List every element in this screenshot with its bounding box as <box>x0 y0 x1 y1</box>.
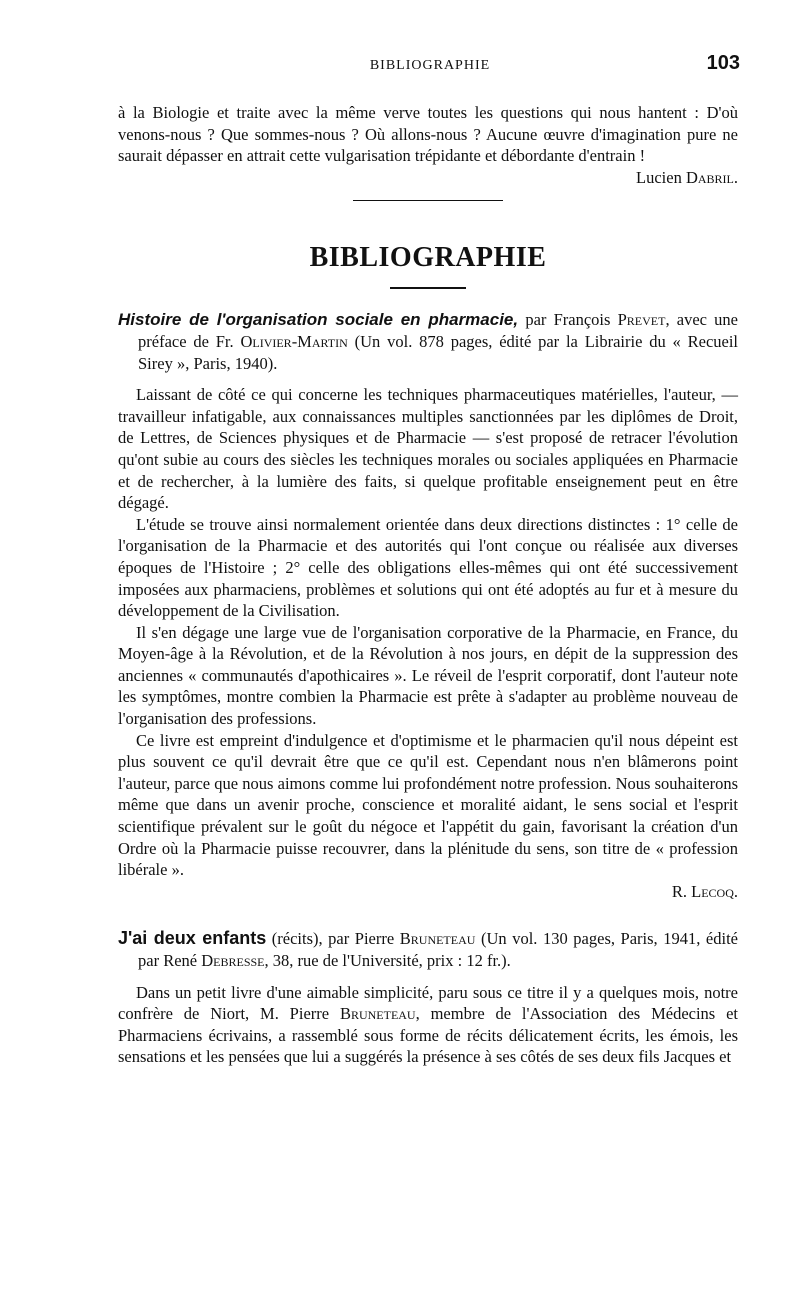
page-number: 103 <box>706 52 740 74</box>
review2-para-end: , membre de l'Association des Médecins et Pharmaciens écrivains, a rassemblé sous forme de récits délicatement écrits, les émois, les sensations et les pensées que lui a suggérés la présence à ses côtés de ses deux fils Jacques et <box>118 1004 738 1067</box>
review2-para-author: Bruneteau <box>339 1004 416 1024</box>
review2-intro: (récits), par Pierre <box>266 929 400 949</box>
section-title: BIBLIOGRAPHIE <box>309 242 547 274</box>
review2-heading <box>118 928 738 971</box>
page-header <box>120 52 740 82</box>
review1-paragraph-1: Laissant de côté ce qui concerne les techniques pharmaceutiques matérielles, l'auteur, — travailleur infatigable, aux connaissances multiples sanctionnées par les diplômes de Droit, de Lettres, de Sciences physiques et de Pharmacie — s'est proposé de retracer l'évolution qu'ont subie au cours des siècles les techniques morales ou sociales appliquées en Pharmacie et de rechercher, à la lumière des faits, si quelque profitable enseignement peut en être dégagé. <box>118 385 738 513</box>
review1-paragraph-2: L'étude se trouve ainsi normalement orientée dans deux directions distinctes : 1° celle de l'organisation de la Pharmacie et des autorités qui l'ont conçue ou réalisée aux diverses époques de l'Histoire ; 2° celle des obligations elles-mêmes qui ont été successivement imposées aux pharmaciens, problèmes et solutions qui ont été adoptés au fur et à mesure du développement de la Civilisation. <box>118 514 738 621</box>
review2-details-2: , 38, rue de l'Université, prix : 12 fr.). <box>264 951 511 970</box>
review1-paragraph-4: Ce livre est empreint d'indulgence et d'optimisme et le pharmacien qu'il nous dépeint est plus souvent ce qu'il devrait être que ce qu'il est. Cependant nous n'en blâmerons point l'auteur, parce que nous aimons comme lui profondément notre profession. Nous souhaiterons même que dans un avenir proche, conscience et moralité aidant, le sens social et l'esprit scientifique prévalent sur le goût du négoce et l'appétit du gain, favorisant la création d'un Ordre où la Pharmacie puisse recouvrer, dans la plénitude du sens, son titre de « profession libérale ». <box>118 730 738 880</box>
review1-signature <box>118 881 738 903</box>
running-title: BIBLIOGRAPHIE <box>369 58 491 73</box>
review1-signature-first: R. <box>671 881 687 901</box>
review2-details-1: (Un vol. 130 pages, Paris, 1941, édité par René <box>138 929 738 970</box>
review2-publisher: Debresse <box>201 951 265 970</box>
review2-book-title: J'ai deux enfants <box>118 928 267 949</box>
separator-rule <box>353 200 503 201</box>
title-underline-rule <box>390 287 466 289</box>
previous-review-signature <box>118 167 738 189</box>
review1-preface-author: Olivier-Martin <box>240 331 348 351</box>
previous-review-paragraph: à la Biologie et traite avec la même verve toutes les questions qui nous hantent : D'où venons-nous ? Que sommes-nous ? Où allons-nous ? Aucune œuvre d'imagination pure ne saurait dépasser en attrait cette vulgarisation trépidante et débordante d'entrain ! <box>118 103 738 166</box>
review1-signature-last: Lecoq. <box>691 881 738 901</box>
text-column <box>118 102 738 1068</box>
signature-last-name: Dabril. <box>685 167 738 187</box>
review1-details: (Un vol. 878 pages, édité par la Librairie du « Recueil Sirey », Paris, 1940). <box>138 331 739 373</box>
review1-paragraph-3: Il s'en dégage une large vue de l'organisation corporative de la Pharmacie, en France, du Moyen-âge à la Révolution, et de la Révolution à nos jours, en dépit de la suppression des anciennes « communautés d'apothicaires ». Le réveil de l'esprit corporatif, dont l'auteur note les symptômes, montre combien la Pharmacie est prête à s'adapter au problème nouveau de l'organisation des professions. <box>118 622 738 729</box>
review1-heading <box>118 309 738 374</box>
review2-para-start: Dans un petit livre d'une aimable simplicité, paru sous ce titre il y a quelques mois, notre confrère de Niort, M. Pierre <box>118 982 738 1024</box>
review1-author: Prevet <box>617 310 666 330</box>
review1-book-title: Histoire de l'organisation sociale en pharmacie, <box>118 310 519 330</box>
review2-paragraph <box>118 982 738 1068</box>
review2-author: Bruneteau <box>399 929 476 949</box>
signature-first-name: Lucien <box>636 167 682 187</box>
review1-preface-text: , avec une préface de Fr. <box>138 310 738 351</box>
review1-by: par François <box>518 310 618 330</box>
